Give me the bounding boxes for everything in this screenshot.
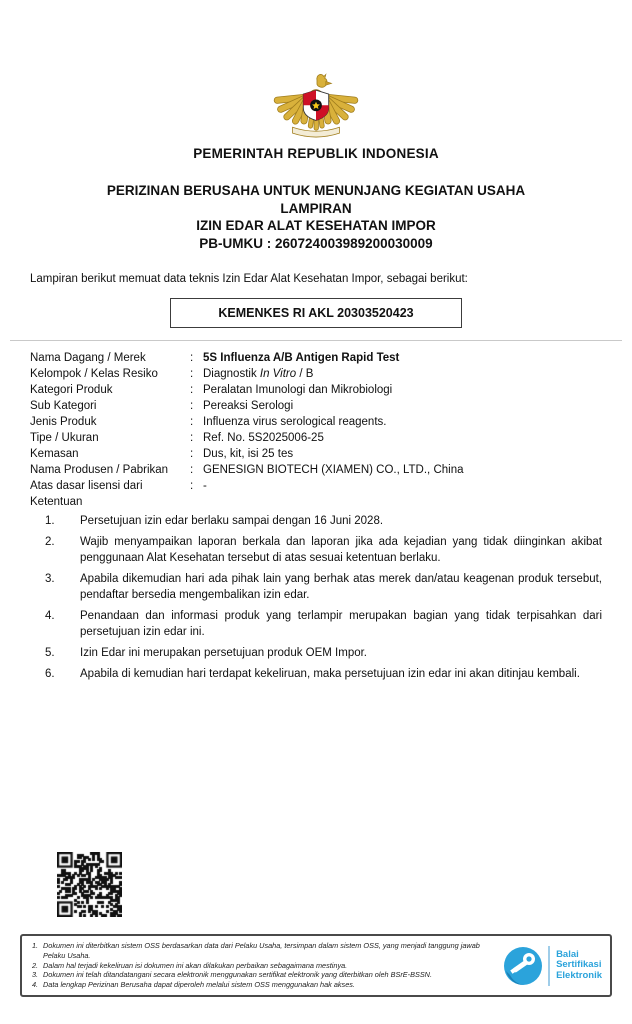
list-item-text: Izin Edar ini merupakan persetujuan produk OEM Impor.: [80, 647, 368, 659]
logo-separator: [548, 946, 550, 986]
list-item-text: Penandaan dan informasi produk yang terlampir merupakan bagian yang tidak terpisahkan dari persetujuan izin edar ini.: [80, 610, 602, 638]
field-label: Nama Produsen / Pabrikan: [30, 464, 169, 476]
footer-note-text: Dokumen ini diterbitkan sistem OSS berdasarkan data dari Pelaku Usaha, tersimpan dalam sistem OSS, yang menjadi tanggung jawab Pelaku Usaha.: [43, 941, 480, 960]
field-row-tipe-ukuran: [30, 430, 602, 446]
field-colon: :: [190, 448, 194, 460]
field-colon: :: [190, 352, 194, 364]
field-label: Kemasan: [30, 448, 79, 460]
list-item-number: 6.: [45, 668, 55, 680]
logo-line: Elektronik: [556, 969, 602, 981]
field-value: Ref. No. 5S2025006-25: [203, 432, 324, 444]
field-value: Influenza virus serological reagents.: [203, 416, 387, 428]
field-value: -: [203, 480, 207, 492]
footer-notes: [28, 941, 502, 990]
bse-logo-text: [556, 950, 602, 982]
list-item-number: 5.: [45, 647, 55, 659]
footer-note: [28, 941, 502, 960]
field-value: GENESIGN BIOTECH (XIAMEN) CO., LTD., China: [203, 464, 464, 476]
field-value: 5S Influenza A/B Antigen Rapid Test: [203, 352, 400, 364]
field-value: Dus, kit, isi 25 tes: [203, 448, 294, 460]
list-item-text: Apabila di kemudian hari terdapat kekeliruan, maka persetujuan izin edar ini akan ditinjau kembali.: [80, 668, 580, 680]
qr-code-icon: [57, 852, 122, 917]
field-colon: :: [190, 384, 194, 396]
bse-key-icon: [502, 945, 544, 987]
field-value-part: / B: [296, 368, 314, 380]
logo-line: Sertifikasi: [556, 959, 602, 971]
list-item: [45, 645, 602, 661]
field-colon: :: [190, 416, 194, 428]
ketentuan-heading: [30, 494, 602, 510]
field-colon: :: [190, 464, 194, 476]
field-row-nama-dagang: [30, 350, 602, 366]
title-line-pbumku: PB-UMKU : 260724003989200030009: [199, 235, 433, 251]
field-colon: :: [190, 368, 194, 380]
footer-note: [28, 970, 502, 980]
footer-note-number: 4.: [32, 980, 39, 990]
footer-note-text: Data lengkap Perizinan Berusaha dapat diperoleh melalui sistem OSS menggunakan hak akses.: [43, 980, 355, 990]
footer-note-number: 2.: [32, 960, 39, 970]
title-line-2: LAMPIRAN: [280, 200, 352, 216]
footer-note-number: 1.: [32, 941, 39, 951]
field-label: Jenis Produk: [30, 416, 97, 428]
list-item-number: 3.: [45, 573, 55, 585]
field-row-produsen: [30, 462, 602, 478]
footer-note-text: Dalam hal terjadi kekeliruan isi dokumen ini akan dilakukan perbaikan sebagaimana mestinya.: [43, 960, 348, 970]
ketentuan-list: [45, 513, 602, 682]
logo-line: Balai: [556, 948, 579, 960]
footer-note: [28, 961, 502, 971]
technical-data-fields: [30, 350, 602, 510]
garuda-pancasila-icon: [266, 54, 366, 140]
field-label: Sub Kategori: [30, 400, 97, 412]
divider-line: [10, 340, 622, 341]
field-label: Ketentuan: [30, 496, 83, 508]
field-row-sub-kategori: [30, 398, 602, 414]
list-item-text: Wajib menyampaikan laporan berkala dan laporan jika ada kejadian yang tidak diinginkan akibat penggunaan Alat Kesehatan tersebut di atas sesuai ketentuan berlaku.: [80, 536, 602, 564]
field-row-kelompok: [30, 366, 602, 382]
footer-note: [28, 980, 502, 990]
footer-note-number: 3.: [32, 970, 39, 980]
field-colon: :: [190, 400, 194, 412]
list-item-number: 4.: [45, 610, 55, 622]
list-item: [45, 513, 602, 529]
field-value: Peralatan Imunologi dan Mikrobiologi: [203, 384, 393, 396]
list-item: [45, 571, 602, 603]
balai-sertifikasi-elektronik-logo: [502, 945, 602, 987]
list-item-text: Apabila dikemudian hari ada pihak lain yang berhak atas merek dan/atau keagenan produk tersebut, pendaftar bersedia mengembalikan izin edar.: [80, 573, 602, 601]
field-label: Kelompok / Kelas Resiko: [30, 368, 158, 380]
field-value: [203, 366, 602, 382]
list-item: [45, 666, 602, 682]
list-item: [45, 608, 602, 640]
list-item-number: 1.: [45, 515, 55, 527]
field-value: Pereaksi Serologi: [203, 400, 294, 412]
field-row-kategori: [30, 382, 602, 398]
field-value-part: Diagnostik: [203, 368, 260, 380]
field-label: Tipe / Ukuran: [30, 432, 99, 444]
field-label: Nama Dagang / Merek: [30, 352, 146, 364]
intro-text: Lampiran berikut memuat data teknis Izin Edar Alat Kesehatan Impor, sebagai berikut:: [30, 273, 468, 285]
government-title: PEMERINTAH REPUBLIK INDONESIA: [193, 146, 439, 161]
title-line-3: IZIN EDAR ALAT KESEHATAN IMPOR: [196, 218, 436, 233]
field-row-lisensi: [30, 478, 602, 494]
field-colon: :: [190, 432, 194, 444]
list-item: [45, 534, 602, 566]
footer-notes-box: [20, 934, 612, 997]
license-number-box: KEMENKES RI AKL 20303520423: [170, 298, 462, 328]
footer-note-text: Dokumen ini telah ditandatangani secara elektronik menggunakan sertifikat elektronik yang diterbitkan oleh BSrE-BSSN.: [43, 970, 432, 980]
field-label: Kategori Produk: [30, 384, 113, 396]
field-row-kemasan: [30, 446, 602, 462]
field-label: Atas dasar lisensi dari: [30, 480, 143, 492]
list-item-text: Persetujuan izin edar berlaku sampai dengan 16 Juni 2028.: [80, 515, 384, 527]
title-line-1: PERIZINAN BERUSAHA UNTUK MENUNJANG KEGIATAN USAHA: [106, 183, 526, 198]
field-value-italic: In Vitro: [259, 368, 297, 380]
list-item-number: 2.: [45, 536, 55, 548]
field-colon: :: [190, 480, 194, 492]
field-row-jenis-produk: [30, 414, 602, 430]
document-title-block: [0, 182, 632, 252]
